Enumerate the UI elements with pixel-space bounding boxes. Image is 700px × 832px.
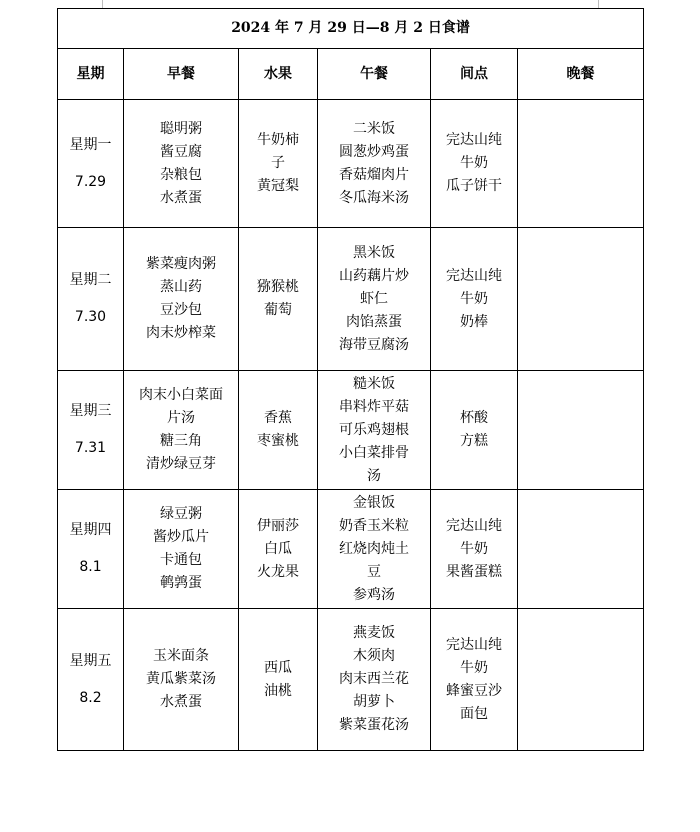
- lunch-items: [318, 492, 430, 607]
- snack-item: 奶棒: [460, 313, 488, 330]
- lunch-item: 参鸡汤: [353, 586, 395, 603]
- fruit-item: 牛奶柿: [257, 132, 299, 148]
- lunch-item: 金银饭: [353, 494, 395, 511]
- breakfast-items: [124, 118, 238, 210]
- breakfast-item: 肉末炒榨菜: [146, 325, 216, 341]
- fruit-item: 油桃: [264, 682, 292, 699]
- day-row: [58, 228, 644, 371]
- weekday-label: 星期一: [69, 136, 112, 153]
- snack-item: 瓜子饼干: [446, 178, 502, 194]
- lunch-cell: [318, 100, 431, 228]
- snack-items: [431, 265, 517, 334]
- snack-item: 牛奶: [460, 155, 488, 171]
- fruit-items: [239, 129, 317, 198]
- menu-body: [58, 100, 644, 751]
- snack-item: 方糕: [460, 433, 488, 449]
- fruit-item: 子: [271, 155, 285, 171]
- breakfast-items: [124, 645, 238, 714]
- breakfast-items: [124, 384, 238, 476]
- lunch-items: [318, 242, 430, 357]
- weekday-cell: [58, 228, 124, 371]
- day-row: [58, 100, 644, 228]
- breakfast-cell: [124, 609, 239, 751]
- lunch-item: 奶香玉米粒: [339, 517, 409, 534]
- snack-items: [431, 129, 517, 198]
- date-label: 7.30: [74, 309, 107, 325]
- header-dinner: 晚餐: [518, 49, 644, 100]
- fruit-items: [239, 515, 317, 584]
- fruit-items: [239, 407, 317, 453]
- fruit-cell: [239, 228, 318, 371]
- breakfast-cell: [124, 371, 239, 490]
- lunch-item: 二米饭: [353, 120, 395, 137]
- snack-cell: [431, 100, 518, 228]
- lunch-item: 串料炸平菇: [339, 398, 409, 415]
- lunch-item: 可乐鸡翅根: [339, 421, 409, 438]
- snack-item: 牛奶: [460, 659, 488, 676]
- breakfast-item: 黄瓜紫菜汤: [146, 671, 216, 687]
- lunch-item: 山药藕片炒: [339, 267, 409, 284]
- lunch-item: 肉末西兰花: [339, 671, 409, 687]
- snack-item: 杯酸: [460, 410, 488, 426]
- lunch-item: 香菇熘肉片: [339, 166, 409, 183]
- lunch-item: 豆: [367, 563, 381, 580]
- fruit-items: [239, 657, 317, 703]
- menu-title: 2024 年 7 月 29 日—8 月 2 日食谱: [58, 9, 644, 49]
- fruit-item: 西瓜: [264, 659, 292, 676]
- breakfast-item: 聪明粥: [160, 120, 202, 137]
- weekday-cell: [58, 371, 124, 490]
- snack-item: 完达山纯: [446, 517, 502, 534]
- snack-items: [431, 515, 517, 584]
- lunch-item: 冬瓜海米汤: [339, 189, 409, 206]
- breakfast-item: 豆沙包: [160, 302, 202, 318]
- snack-items: [431, 634, 517, 726]
- lunch-item: 胡萝卜: [353, 694, 395, 710]
- lunch-cell: [318, 609, 431, 751]
- dinner-cell: [518, 371, 644, 490]
- header-fruit: 水果: [239, 49, 318, 100]
- snack-item: 完达山纯: [446, 636, 502, 653]
- fruit-item: 猕猴桃: [257, 279, 299, 295]
- breakfast-item: 绿豆粥: [160, 506, 202, 522]
- breakfast-cell: [124, 100, 239, 228]
- snack-item: 面包: [460, 705, 488, 722]
- lunch-cell: [318, 490, 431, 609]
- lunch-item: 小白菜排骨: [339, 444, 409, 461]
- breakfast-item: 酱豆腐: [160, 143, 202, 160]
- lunch-item: 汤: [367, 467, 381, 484]
- header-lunch: 午餐: [318, 49, 431, 100]
- breakfast-item: 肉末小白菜面: [139, 387, 223, 403]
- breakfast-item: 片汤: [167, 410, 195, 426]
- lunch-item: 海带豆腐汤: [339, 336, 409, 353]
- lunch-item: 糙米饭: [353, 375, 395, 392]
- day-row: [58, 609, 644, 751]
- weekly-menu-table: [57, 8, 644, 751]
- fruit-item: 黄冠梨: [257, 178, 299, 194]
- page-margin-corner-left: [92, 0, 103, 8]
- snack-item: 完达山纯: [446, 132, 502, 148]
- breakfast-item: 紫菜瘦肉粥: [146, 256, 216, 272]
- breakfast-cell: [124, 490, 239, 609]
- breakfast-item: 鹌鹑蛋: [160, 575, 202, 591]
- weekday-label: 星期二: [69, 272, 112, 288]
- weekday-cell: [58, 490, 124, 609]
- breakfast-items: [124, 253, 238, 345]
- fruit-item: 火龙果: [257, 563, 299, 580]
- breakfast-cell: [124, 228, 239, 371]
- lunch-item: 黑米饭: [353, 244, 395, 261]
- weekday-label: 星期四: [69, 522, 112, 538]
- header-weekday: 星期: [58, 49, 124, 100]
- fruit-items: [239, 276, 317, 322]
- weekday-label: 星期五: [69, 652, 112, 669]
- snack-item: 果酱蛋糕: [446, 563, 502, 580]
- snack-cell: [431, 490, 518, 609]
- fruit-cell: [239, 609, 318, 751]
- lunch-item: 肉馅蒸蛋: [346, 313, 402, 330]
- dinner-cell: [518, 100, 644, 228]
- fruit-item: 葡萄: [264, 302, 292, 318]
- date-label: 8.1: [79, 559, 102, 575]
- fruit-item: 白瓜: [264, 540, 292, 557]
- lunch-item: 虾仁: [360, 290, 388, 307]
- snack-items: [431, 407, 517, 453]
- lunch-item: 燕麦饭: [353, 625, 395, 641]
- date-label: 8.2: [79, 689, 102, 706]
- snack-item: 完达山纯: [446, 267, 502, 284]
- weekday-cell: [58, 609, 124, 751]
- lunch-items: [318, 622, 430, 737]
- lunch-item: 木须肉: [353, 648, 395, 664]
- breakfast-items: [124, 503, 238, 595]
- fruit-item: 香蕉: [264, 410, 292, 426]
- breakfast-item: 卡通包: [160, 552, 202, 568]
- lunch-item: 红烧肉炖土: [339, 540, 409, 557]
- breakfast-item: 蒸山药: [160, 279, 202, 295]
- breakfast-item: 玉米面条: [153, 648, 209, 664]
- breakfast-item: 酱炒瓜片: [153, 529, 209, 545]
- date-label: 7.29: [74, 173, 107, 190]
- dinner-cell: [518, 228, 644, 371]
- snack-cell: [431, 609, 518, 751]
- dinner-cell: [518, 490, 644, 609]
- snack-item: 牛奶: [460, 290, 488, 307]
- breakfast-item: 水煮蛋: [160, 189, 202, 206]
- breakfast-item: 水煮蛋: [160, 694, 202, 710]
- lunch-items: [318, 118, 430, 210]
- fruit-item: 枣蜜桃: [257, 433, 299, 449]
- lunch-items: [318, 373, 430, 488]
- breakfast-item: 糖三角: [160, 433, 202, 449]
- header-snack: 间点: [431, 49, 518, 100]
- weekday-label: 星期三: [69, 403, 112, 419]
- lunch-item: 紫菜蛋花汤: [339, 717, 409, 733]
- lunch-cell: [318, 371, 431, 490]
- snack-item: 牛奶: [460, 540, 488, 557]
- fruit-cell: [239, 371, 318, 490]
- fruit-item: 伊丽莎: [257, 517, 299, 534]
- day-row: [58, 490, 644, 609]
- breakfast-item: 杂粮包: [160, 166, 202, 183]
- dinner-cell: [518, 609, 644, 751]
- page-margin-corner-right: [598, 0, 609, 8]
- fruit-cell: [239, 490, 318, 609]
- snack-cell: [431, 228, 518, 371]
- fruit-cell: [239, 100, 318, 228]
- day-row: [58, 371, 644, 490]
- lunch-cell: [318, 228, 431, 371]
- snack-cell: [431, 371, 518, 490]
- date-label: 7.31: [74, 440, 107, 456]
- lunch-item: 圆葱炒鸡蛋: [339, 143, 409, 160]
- breakfast-item: 清炒绿豆芽: [146, 456, 216, 472]
- snack-item: 蜂蜜豆沙: [446, 682, 502, 699]
- header-breakfast: 早餐: [124, 49, 239, 100]
- weekday-cell: [58, 100, 124, 228]
